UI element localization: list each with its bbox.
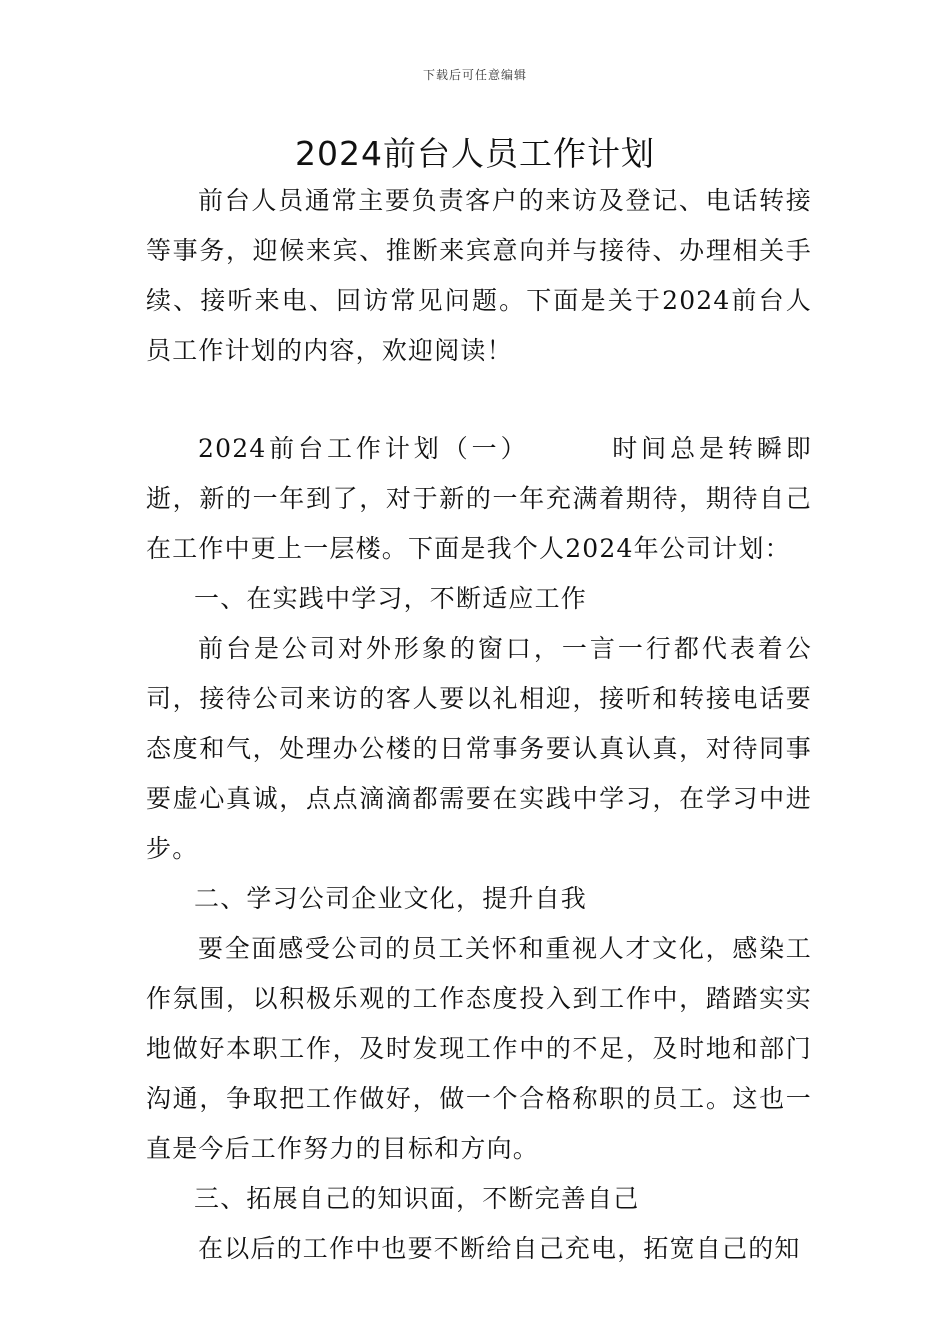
intro-block: [146, 176, 812, 376]
paragraph-1: 前台是公司对外形象的窗口，一言一行都代表着公司，接待公司来访的客人要以礼相迎，接听和转接电话要态度和气，处理办公楼的日常事务要认真认真，对待同事要虚心真诚，点点滴滴都需要在实践中学习，在学习中进步。: [146, 634, 812, 863]
document-title: 2024前台人员工作计划: [295, 134, 655, 173]
paragraph-3: 在以后的工作中也要不断给自己充电，拓宽自己的知: [198, 1234, 801, 1263]
paragraph-2: 要全面感受公司的员工关怀和重视人才文化，感染工作氛围，以积极乐观的工作态度投入到工作中，踏踏实实地做好本职工作，及时发现工作中的不足，及时地和部门沟通，争取把工作做好，做一个合格称职的员工。这也一直是今后工作努力的目标和方向。: [146, 934, 812, 1163]
main-content: [146, 424, 812, 1274]
heading-2: 二、学习公司企业文化，提升自我: [194, 884, 588, 913]
section-1-paragraph: [146, 424, 812, 574]
header-note: 下载后可任意编辑: [422, 68, 527, 82]
section-1-text: 时间总是转瞬即逝，新的一年到了，对于新的一年充满着期待，期待自己在工作中更上一层楼。下面是我个人2024年公司计划：: [146, 434, 812, 563]
section-1-label: 2024前台工作计划（一）: [198, 434, 530, 463]
heading-3: 三、拓展自己的知识面，不断完善自己: [194, 1184, 640, 1213]
intro-paragraph: 前台人员通常主要负责客户的来访及登记、电话转接等事务，迎候来宾、推断来宾意向并与接待、办理相关手续、接听来电、回访常见问题。下面是关于2024前台人员工作计划的内容，欢迎阅读！: [146, 186, 812, 365]
heading-1: 一、在实践中学习，不断适应工作: [194, 584, 588, 613]
